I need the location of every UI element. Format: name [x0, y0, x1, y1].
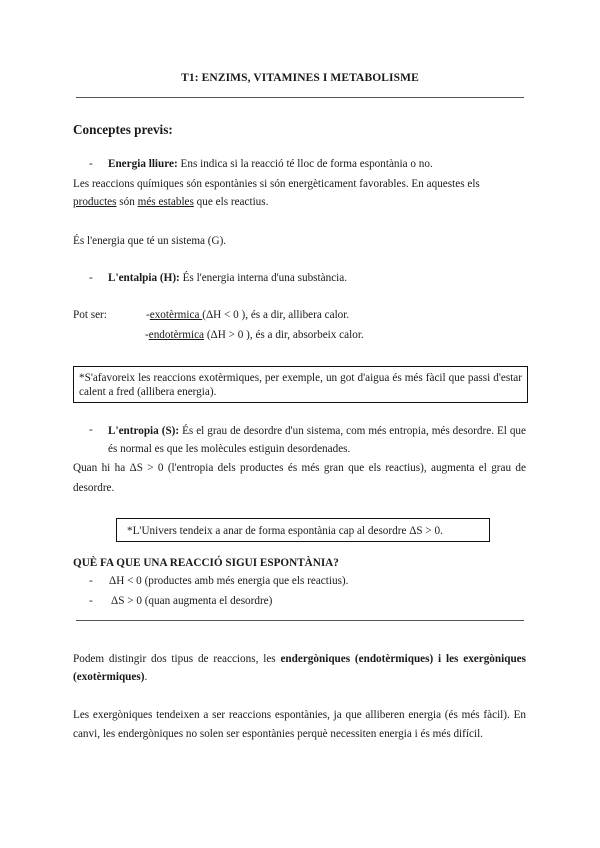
energia-line2: Les reaccions químiques són espontànies si són energèticament favorables. En aquestes els	[73, 178, 480, 190]
energia-line4: És l'energia que té un sistema (G).	[73, 235, 227, 247]
exotermica-rest: (ΔH < 0 ), és a dir, allibera calor.	[202, 309, 350, 321]
energia-line3-end: que els reactius.	[193, 196, 269, 208]
energia-line3-mid: són	[116, 196, 138, 208]
endotermica-term: endotèrmica	[148, 329, 205, 341]
bullet-dash: -	[89, 575, 93, 587]
note-box-exothermic-text: *S'afavoreix les reaccions exotèrmiques, per exemple, un got d'aigua és més fàcil que passi d'estar calent a fred (allibera energia).	[79, 372, 522, 398]
pot-ser-label: Pot ser:	[73, 309, 107, 321]
note-box-exothermic	[73, 366, 528, 403]
entropia-definition: És el grau de desordre d'un sistema, com més entropia, més desordre. El que és normal es que les molècules estiguin desordenades.	[108, 425, 526, 455]
dash: -	[146, 309, 150, 321]
section-heading: Conceptes previs:	[73, 122, 173, 137]
section-divider	[76, 620, 524, 621]
energia-lliure-item	[108, 156, 433, 172]
energia-lliure-term: Energia lliure:	[108, 158, 178, 170]
document-title: T1: ENZIMS, VITAMINES I METABOLISME	[181, 72, 419, 84]
para1-bold: endergòniques (endotèrmiques) i les exergòniques (exotèrmiques)	[73, 653, 526, 683]
bullet-dash: -	[89, 424, 93, 436]
productes-underlined: productes	[73, 196, 117, 208]
bullet-dash: -	[89, 272, 93, 284]
entalpia-term: L'entalpia (H):	[108, 272, 180, 284]
note-box-universe	[116, 518, 490, 542]
entropia-paragraph: Quan hi ha ΔS > 0 (l'entropia dels productes és més gran que els reactius), augmenta el grau de desordre.	[73, 462, 526, 494]
para1-start: Podem distingir dos tipus de reaccions, les	[73, 653, 281, 665]
exotermica-line	[146, 307, 349, 323]
exotermica-term: exotèrmica	[149, 309, 203, 321]
title-divider	[76, 97, 524, 98]
entropia-item	[108, 422, 526, 458]
dash: -	[145, 329, 149, 341]
para1-end: .	[144, 671, 148, 683]
entalpia-item	[108, 270, 347, 286]
entalpia-definition: És l'energia interna d'una substància.	[179, 272, 348, 284]
exergonic-paragraph: Les exergòniques tendeixen a ser reaccions espontànies, ja que alliberen energia (és més fàcil). En canvi, les endergòniques no solen ser espontànies perquè necessiten energia i és més difícil.	[73, 709, 526, 740]
question-item-2: ΔS > 0 (quan augmenta el desordre)	[111, 595, 273, 607]
note-box-universe-text: *L'Univers tendeix a anar de forma espontània cap al desordre ΔS > 0.	[127, 525, 443, 537]
energia-line3	[73, 194, 268, 210]
question-heading: QUÈ FA QUE UNA REACCIÓ SIGUI ESPONTÀNIA?	[73, 557, 339, 569]
bullet-dash: -	[89, 158, 93, 170]
mes-estables-underlined: més estables	[137, 196, 194, 208]
energia-lliure-definition: Ens indica si la reacció té lloc de forma espontània o no.	[177, 158, 433, 170]
endotermica-rest: (ΔH > 0 ), és a dir, absorbeix calor.	[204, 329, 364, 341]
question-item-1: ΔH < 0 (productes amb més energia que els reactius).	[109, 575, 349, 587]
bullet-dash: -	[89, 595, 93, 607]
reaction-types-paragraph	[73, 650, 526, 686]
endotermica-line	[145, 327, 364, 343]
entropia-term: L'entropia (S):	[108, 425, 180, 437]
